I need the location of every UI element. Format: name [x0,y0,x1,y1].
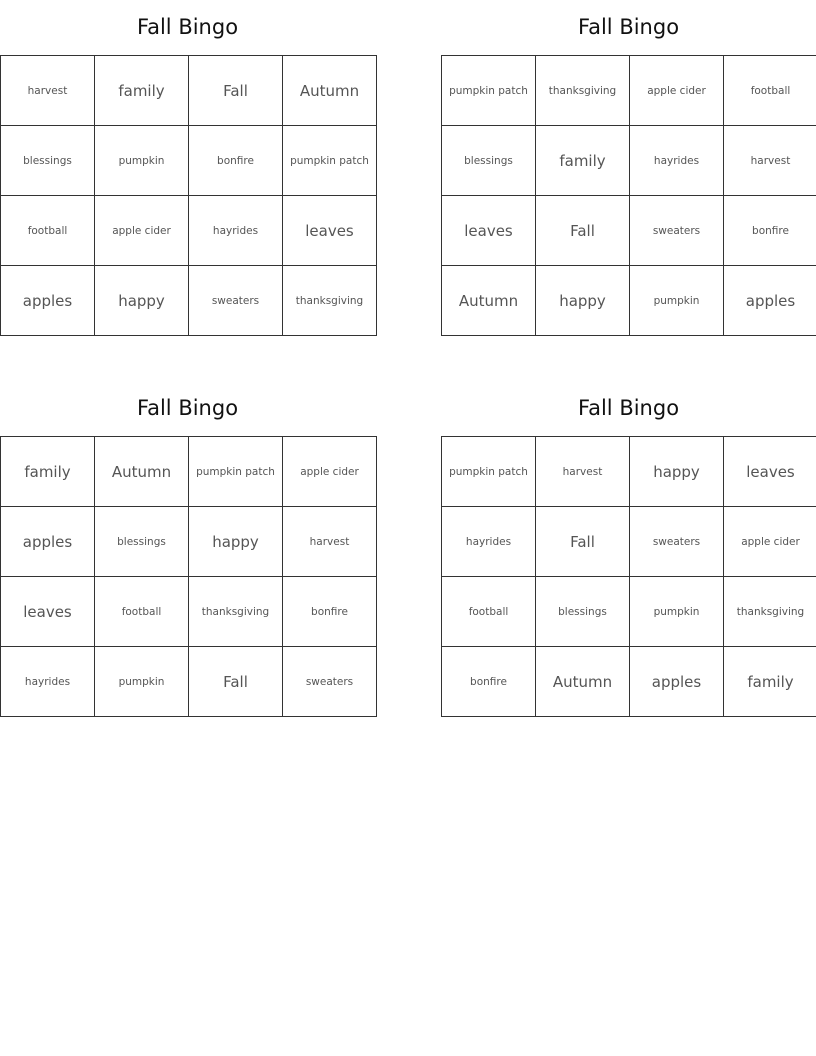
bingo-cell: harvest [1,56,95,126]
bingo-card-3 [0,381,375,717]
bingo-cell: hayrides [189,196,283,266]
grid-row [442,507,816,577]
grid-row [1,126,377,196]
bingo-cell: sweaters [630,507,724,577]
bingo-cell: sweaters [630,196,724,266]
grid-row [442,196,816,266]
bingo-cell: thanksgiving [283,266,377,336]
bingo-cell: apple cider [283,437,377,507]
bingo-cell: leaves [1,577,95,647]
grid-row [1,647,377,717]
bingo-cell: happy [189,507,283,577]
bingo-cell: Autumn [283,56,377,126]
bingo-cell: pumpkin patch [283,126,377,196]
bingo-cell: Fall [189,56,283,126]
bingo-cell: hayrides [1,647,95,717]
bingo-cell: Fall [536,507,630,577]
bingo-cell: apples [1,507,95,577]
grid-row [1,56,377,126]
bingo-cell: pumpkin [630,266,724,336]
grid-row [442,266,816,336]
bingo-cell: leaves [442,196,536,266]
card-title: Fall Bingo [577,396,680,420]
bingo-cell: leaves [283,196,377,266]
bingo-cell: sweaters [189,266,283,336]
bingo-card-2 [441,0,816,336]
card-title: Fall Bingo [577,15,680,39]
bingo-cell: family [1,437,95,507]
bingo-cell: apples [724,266,816,336]
bingo-cell: happy [95,266,189,336]
bingo-cell: family [724,647,816,717]
bingo-grid [441,436,816,717]
bingo-cell: bonfire [189,126,283,196]
bingo-cell: apple cider [95,196,189,266]
grid-row [442,56,816,126]
grid-row [1,437,377,507]
grid-row [1,507,377,577]
bingo-cell: Fall [189,647,283,717]
bingo-cell: Autumn [536,647,630,717]
bingo-cell: thanksgiving [189,577,283,647]
bingo-cell: family [536,126,630,196]
bingo-cell: football [1,196,95,266]
bingo-cell: apple cider [630,56,724,126]
bingo-card-1 [0,0,375,336]
bingo-cell: blessings [536,577,630,647]
bingo-cell: family [95,56,189,126]
bingo-cell: harvest [536,437,630,507]
bingo-cell: pumpkin patch [442,437,536,507]
bingo-cell: thanksgiving [724,577,816,647]
bingo-grid [441,55,816,336]
bingo-cell: apples [1,266,95,336]
bingo-cell: pumpkin patch [189,437,283,507]
bingo-cell: football [442,577,536,647]
grid-row [1,266,377,336]
bingo-cell: football [724,56,816,126]
bingo-cell: Autumn [95,437,189,507]
bingo-cell: apples [630,647,724,717]
bingo-cell: hayrides [442,507,536,577]
bingo-cell: harvest [724,126,816,196]
bingo-cell: sweaters [283,647,377,717]
bingo-cell: apple cider [724,507,816,577]
bingo-cell: pumpkin [95,647,189,717]
bingo-cell: pumpkin [630,577,724,647]
bingo-grid [0,55,377,336]
bingo-grid [0,436,377,717]
bingo-cell: happy [630,437,724,507]
bingo-cell: leaves [724,437,816,507]
grid-row [442,437,816,507]
bingo-cell: bonfire [724,196,816,266]
bingo-cell: blessings [1,126,95,196]
grid-row [442,647,816,717]
bingo-cell: Autumn [442,266,536,336]
bingo-cell: harvest [283,507,377,577]
bingo-cell: thanksgiving [536,56,630,126]
bingo-cell: Fall [536,196,630,266]
card-title: Fall Bingo [136,396,239,420]
bingo-cell: happy [536,266,630,336]
bingo-cell: football [95,577,189,647]
bingo-cell: blessings [442,126,536,196]
bingo-cell: bonfire [283,577,377,647]
grid-row [1,196,377,266]
card-title: Fall Bingo [136,15,239,39]
grid-row [442,126,816,196]
bingo-card-4 [441,381,816,717]
bingo-cell: blessings [95,507,189,577]
bingo-cell: hayrides [630,126,724,196]
bingo-cell: pumpkin [95,126,189,196]
grid-row [442,577,816,647]
bingo-cell: bonfire [442,647,536,717]
grid-row [1,577,377,647]
bingo-cell: pumpkin patch [442,56,536,126]
